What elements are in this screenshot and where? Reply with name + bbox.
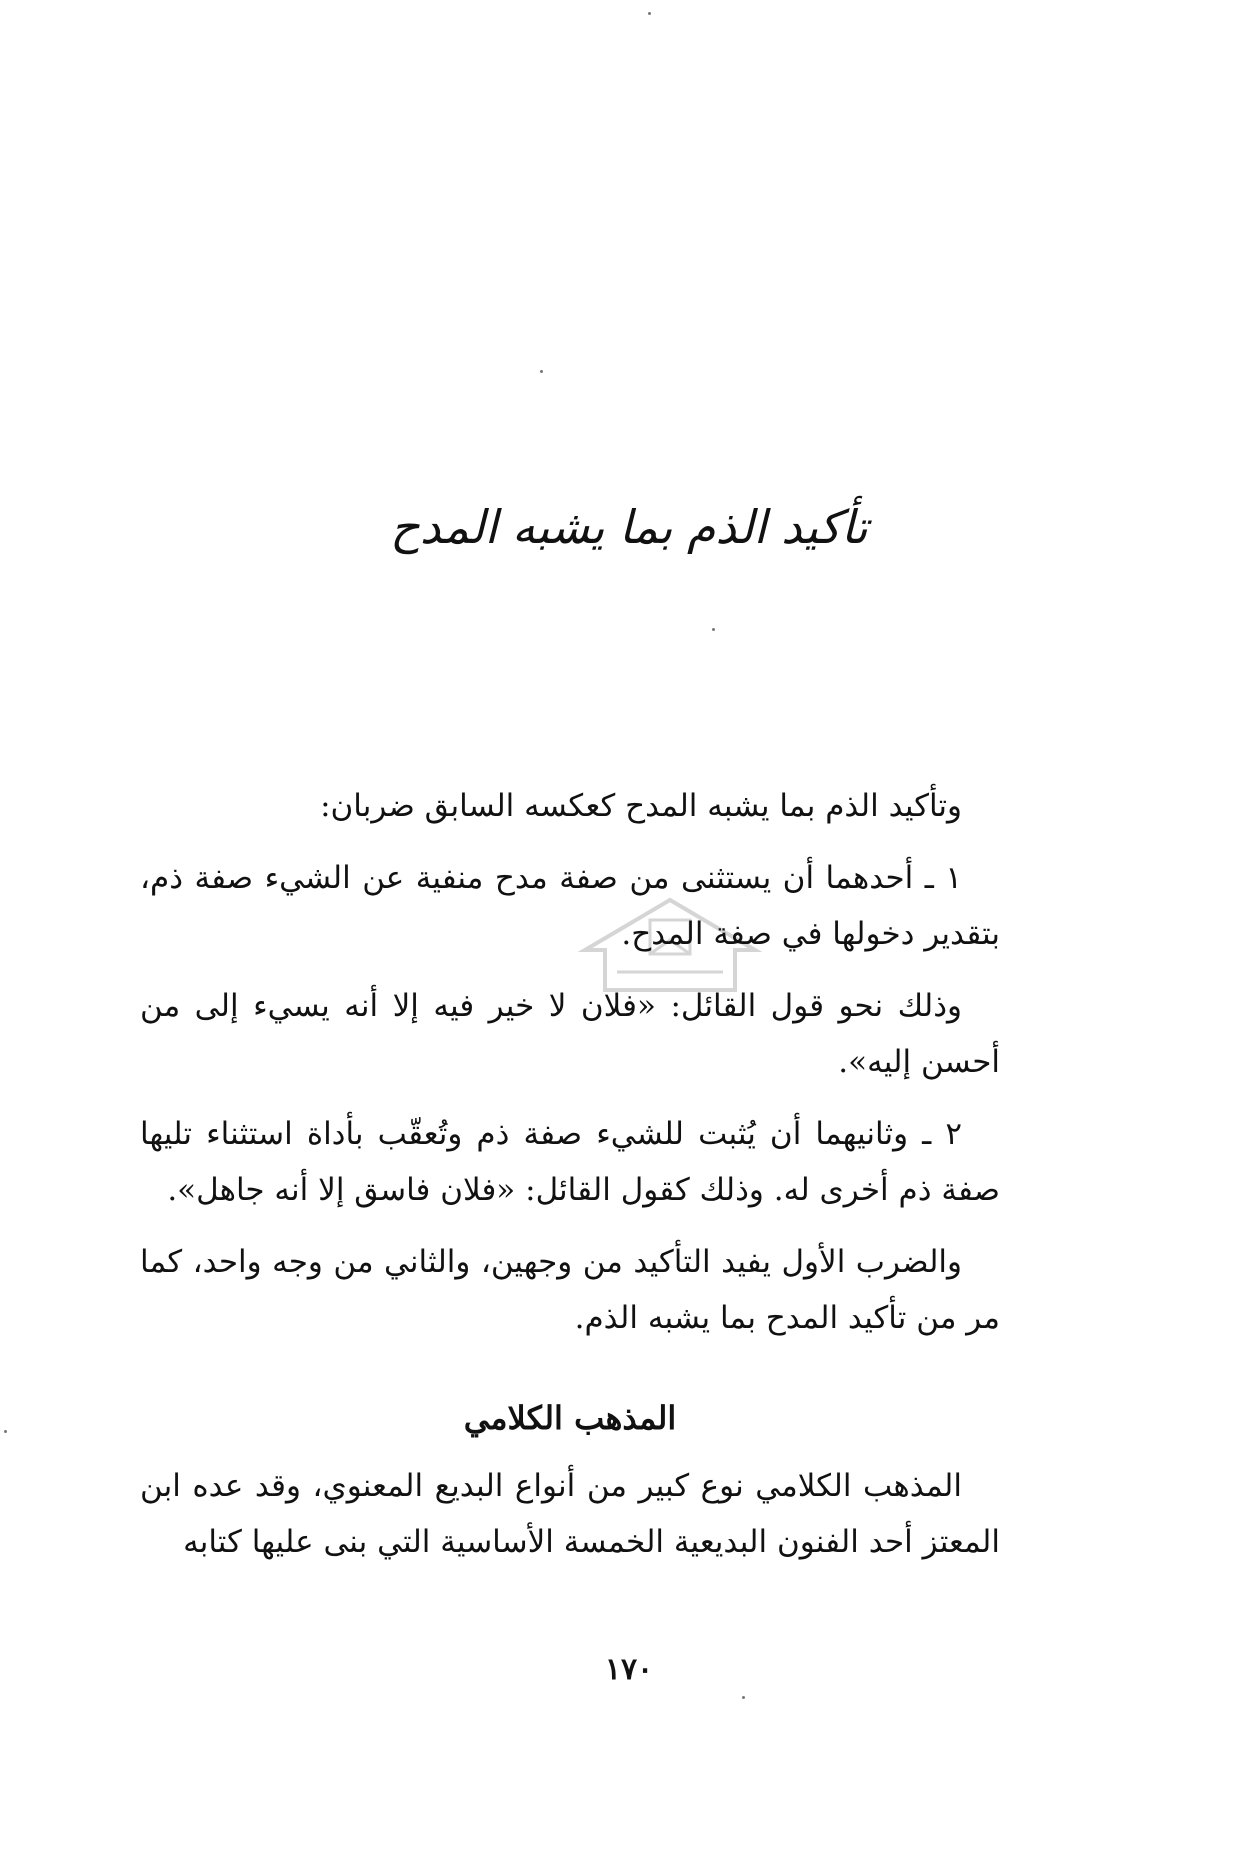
comparison-paragraph: والضرب الأول يفيد التأكيد من وجهين، والثاني من وجه واحد، كما مر من تأكيد المدح بما يشبه الذم. [140, 1244, 1000, 1336]
first-type-example: وذلك نحو قول القائل: «فلان لا خير فيه إلا أنه يسيء إلى من أحسن إليه». [140, 988, 1000, 1080]
scan-speck [4, 1430, 7, 1433]
intro-paragraph: وتأكيد الذم بما يشبه المدح كعكسه السابق ضربان: [320, 788, 962, 824]
scan-speck [648, 12, 651, 15]
scan-speck [540, 370, 543, 373]
first-type-paragraph: ١ ـ أحدهما أن يستثنى من صفة مدح منفية عن الشيء صفة ذم، بتقدير دخولها في صفة المدح. [140, 860, 1000, 952]
section-paragraph: المذهب الكلامي نوع كبير من أنواع البديع المعنوي، وقد عده ابن المعتز أحد الفنون البديعية الخمسة الأساسية التي بنى عليها كتابه [140, 1468, 1000, 1560]
chapter-title: تأكيد الذم بما يشبه المدح [390, 500, 868, 554]
section-heading: المذهب الكلامي [463, 1399, 677, 1437]
page-number: ١٧٠ [604, 1652, 654, 1687]
page-body [140, 778, 1000, 1586]
scan-speck [712, 628, 715, 631]
scan-speck [742, 1696, 745, 1699]
second-type-paragraph: ٢ ـ وثانيهما أن يُثبت للشيء صفة ذم وتُعقّب بأداة استثناء تليها صفة ذم أخرى له. وذلك كقول القائل: «فلان فاسق إلا أنه جاهل». [140, 1116, 1000, 1208]
